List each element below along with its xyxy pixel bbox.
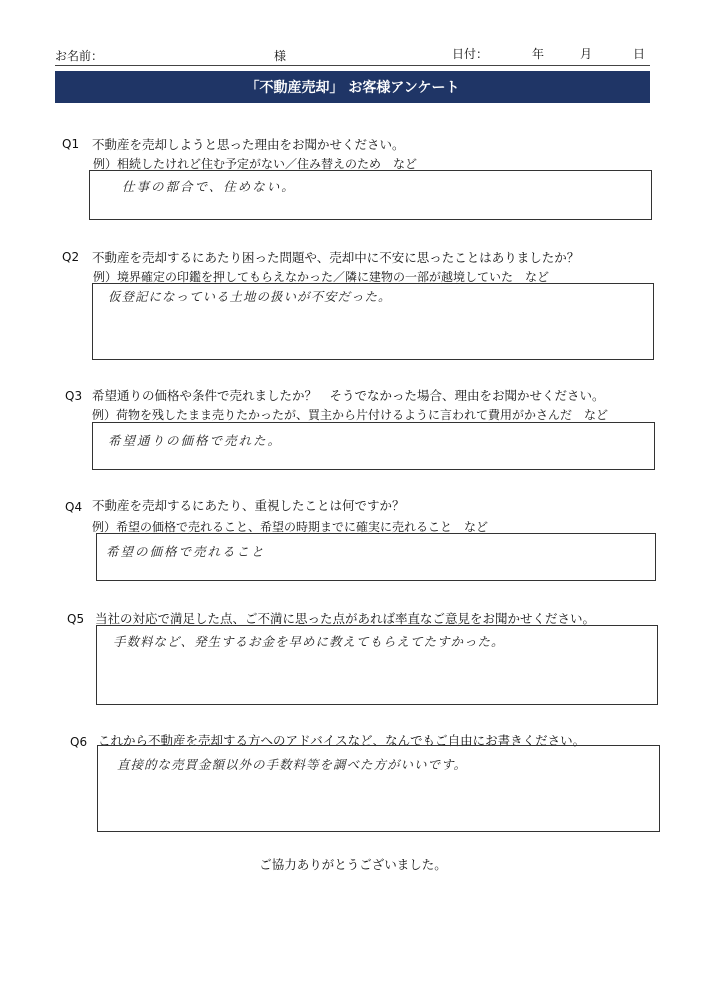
q3-answer: 希望通りの価格で売れた。 (108, 433, 283, 448)
q1-answer: 仕事の都合で、住めない。 (122, 179, 296, 194)
q2-answer: 仮登記になっている土地の扱いが不安だった。 (108, 289, 392, 304)
q3-example: 例）荷物を残したまま売りたかったが、買主から片付けるように言われて費用がかさんだ など (92, 408, 609, 422)
q5-number: Q5 (67, 612, 85, 626)
year-label: 年 (532, 47, 545, 61)
survey-title: 「不動産売却」 お客様アンケート (245, 80, 460, 96)
q3-number: Q3 (65, 389, 83, 403)
q2-text: 不動産を売却するにあたり困った問題や、売却中に不安に思ったことはありましたか？ (92, 250, 580, 265)
date-label: 日付： (452, 47, 489, 61)
q2-number: Q2 (62, 250, 80, 264)
month-label: 月 (580, 47, 593, 61)
day-label: 日 (633, 47, 646, 61)
survey-title-banner (55, 71, 650, 103)
q5-answer: 手数料など、発生するお金を早めに教えてもらえてたすかった。 (113, 634, 505, 649)
q3-text: 希望通りの価格や条件で売れましたか？ そうでなかった場合、理由をお聞かせください。 (92, 388, 605, 403)
thank-you-footer: ご協力ありがとうございました。 (259, 857, 447, 872)
name-label: お名前： (55, 49, 104, 63)
q6-answer: 直接的な売買金額以外の手数料等を調べた方がいいです。 (117, 757, 468, 772)
q1-text: 不動産を売却しようと思った理由をお聞かせください。 (92, 137, 405, 152)
q1-number: Q1 (62, 137, 80, 151)
q4-text: 不動産を売却するにあたり、重視したことは何ですか？ (92, 498, 405, 513)
q2-example: 例）境界確定の印鑑を押してもらえなかった／隣に建物の一部が越境していた など (93, 270, 550, 284)
q4-answer: 希望の価格で売れること (106, 544, 266, 559)
q5-text: 当社の対応で満足した点、ご不満に思った点があれば率直なご意見をお聞かせください。 (95, 611, 596, 626)
q4-number: Q4 (65, 500, 83, 514)
header-underline (55, 65, 650, 66)
q1-example: 例）相続したけれど住む予定がない／住み替えのため など (93, 157, 418, 171)
sama-label: 様 (274, 49, 287, 63)
q6-number: Q6 (70, 735, 88, 749)
q4-example: 例）希望の価格で売れること、希望の時期までに確実に売れること など (92, 520, 489, 534)
q6-text: これから不動産を売却する方へのアドバイスなど、なんでもご自由にお書きください。 (98, 733, 586, 748)
